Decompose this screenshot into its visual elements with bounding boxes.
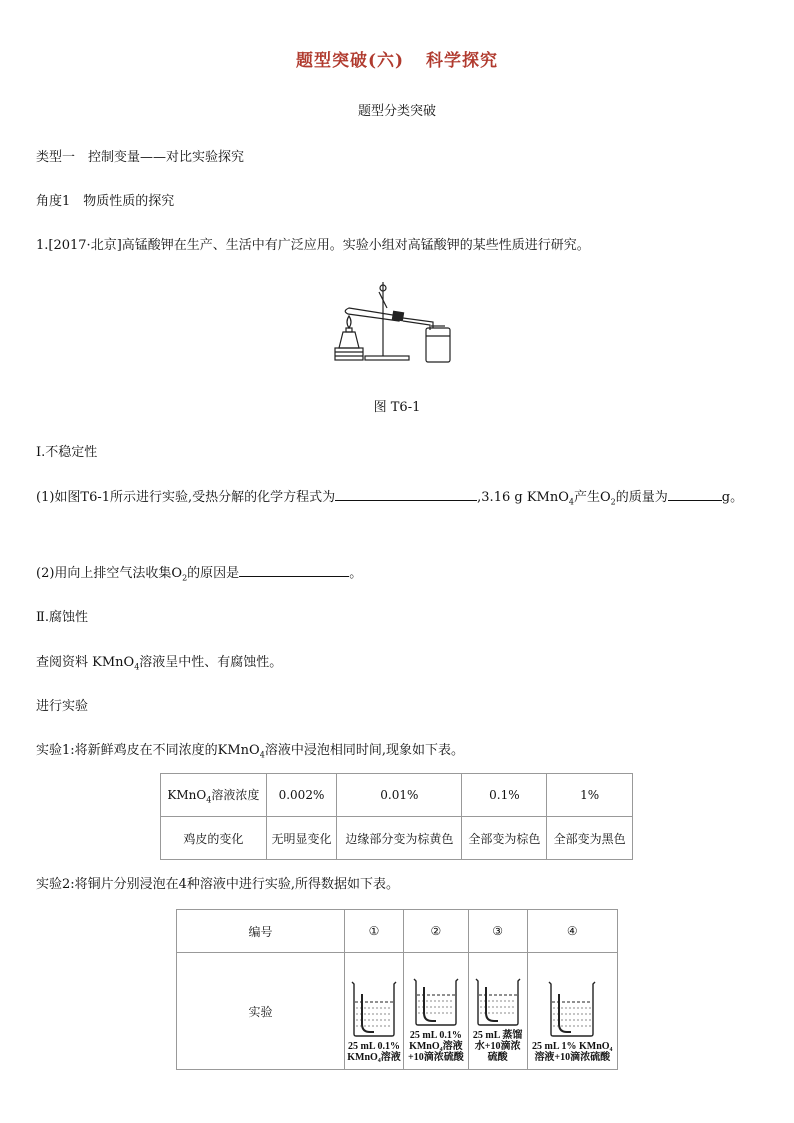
beaker-icon (473, 977, 523, 1027)
table1-cell: 0.002% (266, 774, 337, 817)
table1-cell: 0.01% (337, 774, 462, 817)
table1-cell: 全部变为棕色 (462, 817, 547, 860)
table-experiment-1 (160, 773, 633, 860)
beaker-cell-2 (403, 953, 468, 1070)
answer-blank-mass[interactable] (668, 488, 722, 501)
angle-heading: 角度1 物质性质的探究 (36, 194, 175, 209)
beaker-label-4: 25 mL 1% KMnO₄ 溶液+10滴浓硫酸 (532, 1041, 613, 1063)
test-tube (345, 308, 399, 321)
table1-cell: 全部变为黑色 (547, 817, 633, 860)
table2-row-label: 实验 (177, 953, 345, 1070)
alcohol-lamp (339, 332, 359, 348)
figure-caption: 图 T6-1 (373, 400, 421, 415)
table-row (161, 774, 633, 817)
table2-number: ② (403, 910, 468, 953)
beaker-label-1: 25 mL 0.1% KMnO₄溶液 (347, 1041, 401, 1063)
table1-cell: 1% (547, 774, 633, 817)
table1-cell: 0.1% (462, 774, 547, 817)
question-1-intro: 1.[2017·北京]高锰酸钾在生产、生活中有广泛应用。实验小组对高锰酸钾的某些性质进行研究。 (36, 238, 590, 253)
answer-blank-reason[interactable] (239, 564, 349, 577)
apparatus-figure (325, 278, 457, 370)
table-row (161, 817, 633, 860)
experiment-2-intro: 实验2:将铜片分别浸泡在4种溶液中进行实验,所得数据如下表。 (36, 877, 400, 892)
subtitle: 题型分类突破 (357, 104, 436, 119)
title-part2: 科学探究 (426, 51, 499, 71)
table2-number: ④ (527, 910, 617, 953)
title-part1: 题型突破(六) (295, 51, 405, 71)
beaker-icon (348, 980, 400, 1038)
section-2-title: Ⅱ.腐蚀性 (36, 610, 88, 625)
beaker-icon (410, 977, 462, 1027)
table-row (177, 953, 618, 1070)
stand-base (365, 356, 409, 360)
lookup-info: 查阅资料 KMnO$_4$溶液呈中性、有腐蚀性。 (36, 655, 283, 672)
table1-row-label: 鸡皮的变化 (161, 817, 267, 860)
table2-header-label: 编号 (177, 910, 345, 953)
table1-header-label: KMnO$_4$溶液浓度 (161, 774, 267, 817)
beaker-label-2: 25 mL 0.1% KMnO₄溶液 +10滴浓硫酸 (408, 1030, 464, 1063)
table-row (177, 910, 618, 953)
table1-cell: 无明显变化 (266, 817, 337, 860)
beaker-label-3: 25 mL 蒸馏 水+10滴浓 硫酸 (472, 1030, 523, 1063)
page-title (0, 46, 794, 71)
table1-cell: 边缘部分变为棕黄色 (337, 817, 462, 860)
beaker-icon (544, 980, 600, 1038)
block (335, 348, 363, 360)
type-heading: 类型一 控制变量——对比实验探究 (36, 150, 245, 165)
section-1-title: Ⅰ.不稳定性 (36, 445, 98, 460)
beaker-cell-1 (345, 953, 404, 1070)
beaker-cell-4 (527, 953, 617, 1070)
answer-blank-equation[interactable] (335, 488, 477, 501)
table-experiment-2 (176, 909, 618, 1070)
question-1-part-2: (2)用向上排空气法收集$O_2$的原因是 。 (36, 566, 363, 583)
collecting-bottle (426, 328, 450, 362)
experiment-1-intro: 实验1:将新鲜鸡皮在不同浓度的KMnO$_4$溶液中浸泡相同时间,现象如下表。 (36, 743, 464, 760)
beaker-cell-3 (468, 953, 527, 1070)
question-1-part-1: (1)如图T6-1所示进行实验,受热分解的化学方程式为 ,3.16 g KMnO$_4$产生$O_2$的质量为 g。 (36, 490, 744, 507)
proceed-heading: 进行实验 (36, 699, 89, 714)
table2-number: ③ (468, 910, 527, 953)
table2-number: ① (345, 910, 404, 953)
